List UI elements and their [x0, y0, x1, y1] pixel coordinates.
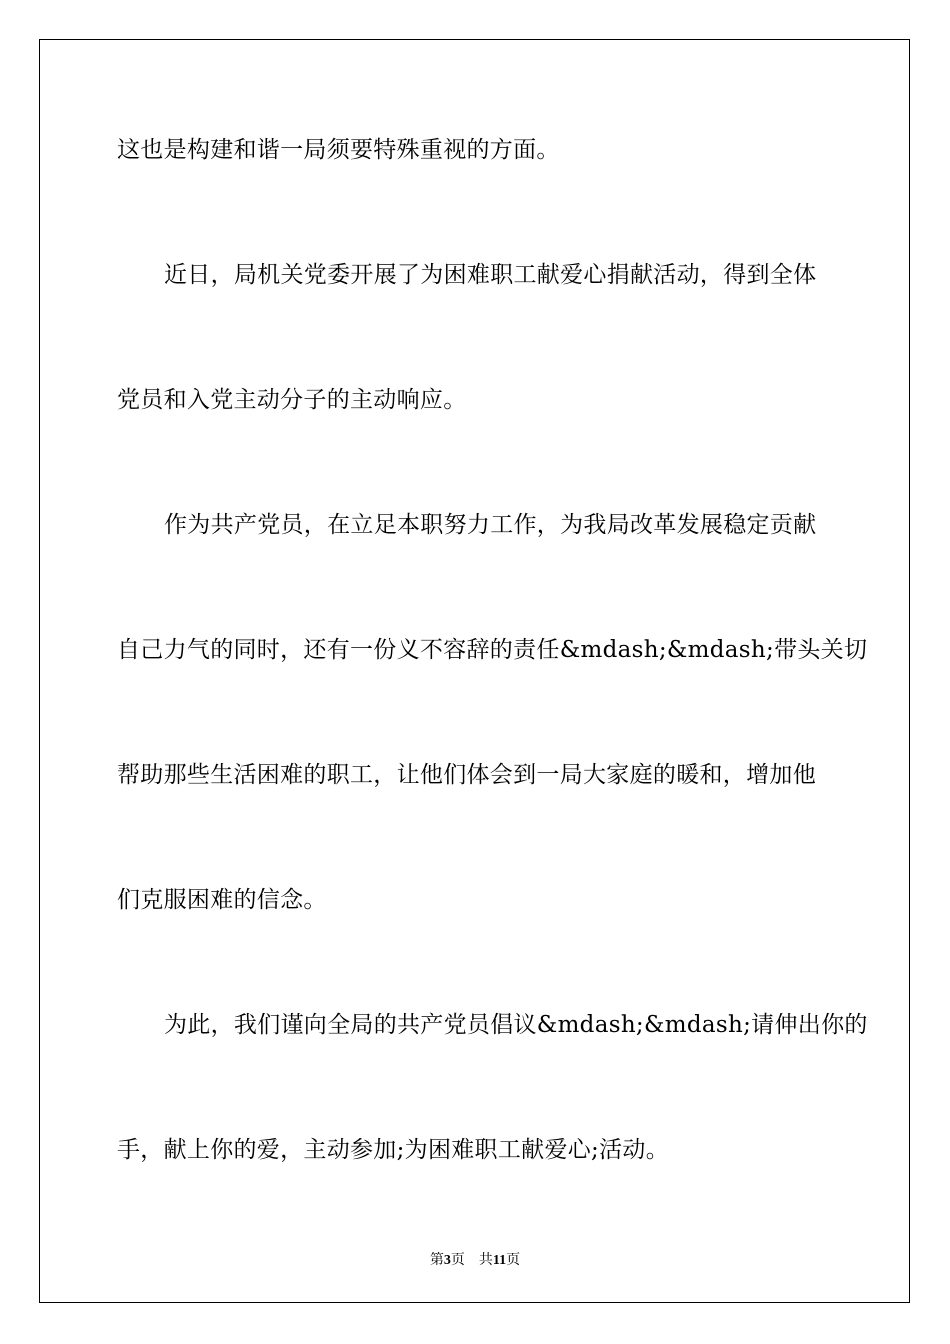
text-line-1: 这也是构建和谐一局须要特殊重视的方面。 — [117, 137, 560, 163]
text-line-9: 手，献上你的爱，主动参加;为困难职工献爱心;活动。 — [117, 1137, 669, 1163]
footer-page-suffix: 页 — [450, 1253, 465, 1268]
page-border — [39, 39, 910, 1303]
page-footer — [0, 1249, 950, 1269]
footer-total-prefix: 共 — [478, 1253, 493, 1268]
text-line-7: 们克服困难的信念。 — [117, 887, 327, 913]
footer-total-suffix: 页 — [506, 1253, 521, 1268]
text-line-6: 帮助那些生活困难的职工，让他们体会到一局大家庭的暖和，增加他 — [117, 762, 816, 788]
text-line-5: 自己力气的同时，还有一份义不容辞的责任&mdash;&mdash;带头关切 — [117, 637, 868, 663]
text-line-4: 作为共产党员，在立足本职努力工作，为我局改革发展稳定贡献 — [164, 512, 817, 538]
footer-page-number: 3 — [443, 1253, 451, 1268]
footer-prefix: 第 — [429, 1253, 444, 1268]
text-line-2: 近日，局机关党委开展了为困难职工献爱心捐献活动，得到全体 — [164, 262, 817, 288]
text-line-8: 为此，我们谨向全局的共产党员倡议&mdash;&mdash;请伸出你的 — [164, 1012, 868, 1038]
footer-total-pages: 11 — [492, 1253, 507, 1268]
text-line-3: 党员和入党主动分子的主动响应。 — [117, 387, 467, 413]
